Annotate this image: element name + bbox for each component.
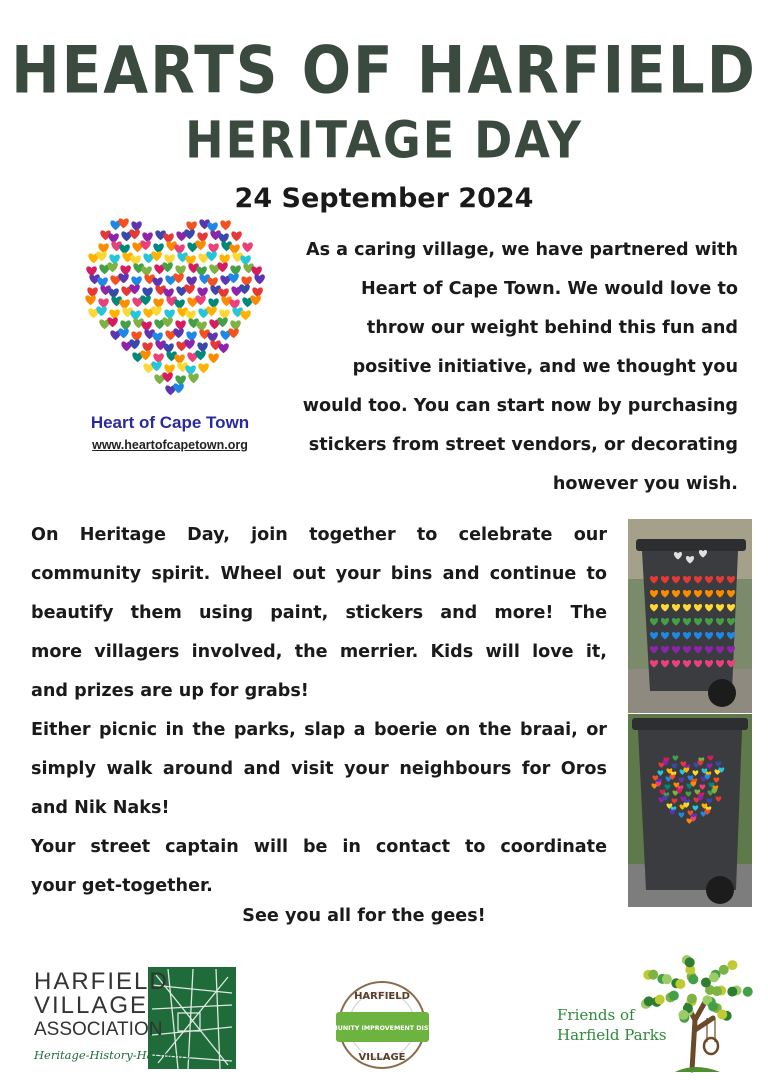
heart-mosaic-icon <box>70 240 275 410</box>
intro-line: however you wish. <box>552 474 738 494</box>
intro-line: would too. You can start now by purchasing <box>302 396 738 416</box>
hva-line3: ASSOCIATION <box>34 1019 163 1040</box>
fhp-line1: Friends of <box>557 1006 635 1024</box>
cid-bottom: VILLAGE <box>358 1052 406 1063</box>
logo-caption: Heart of Cape Town <box>90 413 250 432</box>
event-date: 24 September 2024 <box>234 183 534 214</box>
body-line: and prizes are up for grabs! <box>31 681 309 701</box>
body-line: simply walk around and visit your neighbours for Oros <box>31 759 607 779</box>
body-paragraph <box>31 516 607 906</box>
body-line: community spirit. Wheel out your bins and continue to <box>31 564 607 584</box>
body-line: Your street captain will be in contact to coordinate <box>31 837 607 857</box>
intro-line: positive initiative, and we thought you <box>352 357 738 377</box>
harfield-village-association-logo <box>28 965 238 1075</box>
body-line: more villagers involved, the merrier. Kids will love it, <box>31 642 607 662</box>
body-line: your get-together. <box>31 876 213 896</box>
community-improvement-district-logo <box>315 980 449 1070</box>
intro-paragraph <box>282 231 738 504</box>
body-line: beautify them using paint, stickers and more! The <box>31 603 607 623</box>
hva-line1: HARFIELD <box>34 968 169 995</box>
cid-mid: COMMUNITY IMPROVEMENT DISTRICT <box>315 1025 449 1032</box>
page-title: HEARTS OF HARFIELD <box>11 31 757 109</box>
hva-line2: VILLAGE <box>34 992 149 1019</box>
body-line: and Nik Naks! <box>31 798 170 818</box>
body-line: Either picnic in the parks, slap a boerie on the braai, or <box>31 720 607 740</box>
body-line: On Heritage Day, join together to celebrate our <box>31 525 607 545</box>
intro-line: throw our weight behind this fun and <box>366 318 738 338</box>
intro-line: stickers from street vendors, or decorating <box>308 435 738 455</box>
hva-tagline: Heritage-History-Harmony <box>34 1048 191 1062</box>
bin-photo-rainbow-hearts <box>628 519 752 713</box>
bin-photo-heart-mosaic <box>628 714 752 907</box>
closing-line: See you all for the gees! <box>242 906 486 926</box>
intro-line: As a caring village, we have partnered with <box>305 240 738 260</box>
friends-of-harfield-parks-logo <box>555 950 755 1075</box>
cid-top: HARFIELD <box>354 991 410 1002</box>
fhp-line2: Harfield Parks <box>557 1026 667 1044</box>
page-subtitle: HERITAGE DAY <box>185 110 583 170</box>
logo-url: www.heartofcapetown.org <box>92 438 248 452</box>
intro-line: Heart of Cape Town. We would love to <box>361 279 738 299</box>
